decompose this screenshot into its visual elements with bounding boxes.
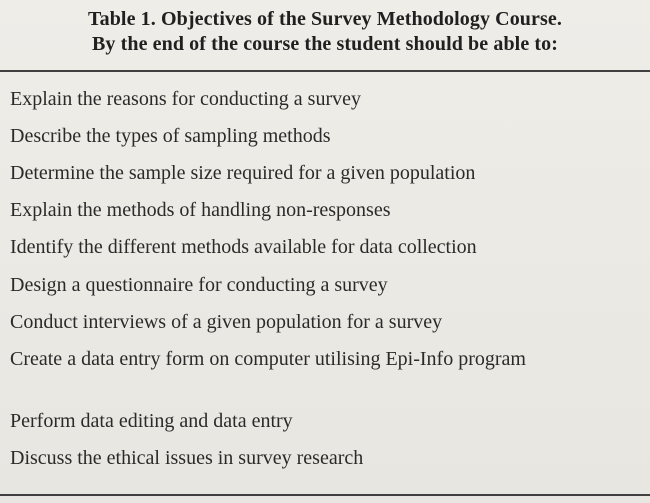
objective-item xyxy=(10,348,610,371)
objective-text: Perform data editing and data entry xyxy=(10,410,293,432)
objective-text: Conduct interviews of a given population for a survey xyxy=(10,311,443,333)
objective-text: Design a questionnaire for conducting a survey xyxy=(10,274,388,296)
objective-item xyxy=(10,447,363,470)
objective-text: Explain the methods of handling non-responses xyxy=(10,199,391,221)
table-header xyxy=(0,0,650,70)
objective-item xyxy=(10,274,388,297)
top-rule xyxy=(0,70,650,72)
objective-text: Identify the different methods available for data collection xyxy=(10,236,477,258)
objective-text: Determine the sample size required for a given population xyxy=(10,162,476,184)
table-title: Table 1. Objectives of the Survey Methodology Course. xyxy=(88,8,562,30)
objective-item xyxy=(10,311,442,334)
objective-item xyxy=(10,125,331,148)
objective-item xyxy=(10,88,361,111)
objective-item xyxy=(10,236,477,259)
table-subtitle: By the end of the course the student should be able to: xyxy=(91,33,559,55)
objective-item xyxy=(10,410,293,433)
objective-text: Create a data entry form on computer utilising Epi-Info program xyxy=(10,348,526,370)
objective-item xyxy=(10,162,475,185)
objective-text: Discuss the ethical issues in survey research xyxy=(10,447,364,469)
objective-text: Describe the types of sampling methods xyxy=(10,125,331,147)
objective-item xyxy=(10,199,391,222)
objective-text: Explain the reasons for conducting a survey xyxy=(10,88,362,110)
bottom-rule xyxy=(0,494,650,496)
